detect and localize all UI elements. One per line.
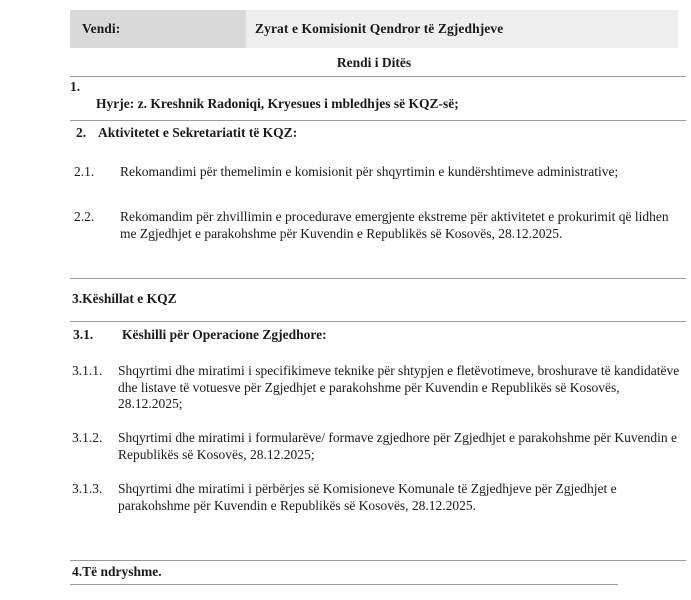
location-label: Vendi:: [82, 21, 121, 36]
divider-above-item-2: [70, 120, 686, 121]
agenda-item-2-1-number: 2.1.: [74, 164, 95, 179]
location-value: Zyrat e Komisionit Qendror të Zgjedhjeve: [255, 21, 504, 36]
divider-above-item-3: [70, 278, 686, 279]
agenda-item-3-1-1-number: 3.1.1.: [72, 363, 103, 378]
agenda-item-2-1: [70, 164, 686, 181]
agenda-item-3-1: [70, 327, 686, 344]
agenda-item-2-2-text: Rekomandim për zhvillimin e procedurave emergjente ekstreme për aktivitetet e prokurimit që lidhen me Zgjedhjet e parakohshme për Kuvendin e Republikës së Kosovës, 28.12.2025.: [120, 209, 669, 241]
agenda-item-3-1-3: [70, 481, 686, 514]
page-title: Rendi i Ditës: [336, 55, 412, 70]
divider-above-item-1: [70, 76, 686, 77]
agenda-item-3-1-2: [70, 430, 686, 463]
agenda-item-2: [70, 125, 686, 142]
agenda-item-3-1-3-text: Shqyrtimi dhe miratimi i përbërjes së Komisioneve Komunale të Zgjedhjeve për Zgjedhjet e parakohshme për Kuvendin e Republikës së Kosovës, 28.12.2025.: [118, 481, 617, 513]
location-label-cell: [70, 10, 246, 48]
divider-above-item-4: [70, 560, 686, 561]
agenda-item-2-2: [70, 209, 686, 242]
location-value-cell: [246, 10, 678, 48]
agenda-item-1-number: 1.: [70, 79, 81, 94]
meeting-location-table: [70, 10, 678, 48]
divider-above-item-3-1: [70, 321, 686, 322]
agenda-item-2-2-number: 2.2.: [74, 209, 95, 224]
agenda-item-3: [70, 291, 686, 308]
agenda-item-3-1-2-text: Shqyrtimi dhe miratimi i formularëve/ formave zgjedhore për Zgjedhjet e parakohshme për Kuvendin e Republikës së Kosovës, 28.12.2025;: [118, 430, 677, 462]
agenda-item-3-1-1: [70, 363, 686, 413]
agenda-item-2-number: 2.: [76, 125, 87, 140]
agenda-item-4: [70, 564, 686, 581]
agenda-item-2-1-text: Rekomandimi për themelimin e komisionit për shqyrtimin e kundërshtimeve administrative;: [120, 164, 619, 179]
agenda-item-3-text: 3.Këshillat e KQZ: [72, 291, 177, 306]
table-row: [70, 10, 678, 48]
agenda-item-1-text: Hyrje: z. Kreshnik Radoniqi, Kryesues i mbledhjes së KQZ-së;: [96, 96, 459, 111]
agenda-item-3-1-3-number: 3.1.3.: [72, 481, 103, 496]
agenda-item-2-text: Aktivitetet e Sekretariatit të KQZ:: [98, 125, 298, 140]
agenda-item-3-1-number: 3.1.: [73, 327, 94, 342]
agenda-item-3-1-text: Këshilli për Operacione Zgjedhore:: [122, 327, 327, 342]
agenda-item-3-1-2-number: 3.1.2.: [72, 430, 103, 445]
agenda-item-3-1-1-text: Shqyrtimi dhe miratimi i specifikimeve teknike për shtypjen e fletëvotimeve, broshurave të kandidatëve dhe listave të votuesve për Zgjedhjet e parakohshme për Kuvendin e Republikës së Kosovës, 28.12.2025;: [118, 363, 680, 411]
divider-below-item-4: [70, 584, 618, 585]
agenda-item-4-text: 4.Të ndryshme.: [72, 564, 162, 579]
agenda-item-1: [70, 79, 686, 113]
